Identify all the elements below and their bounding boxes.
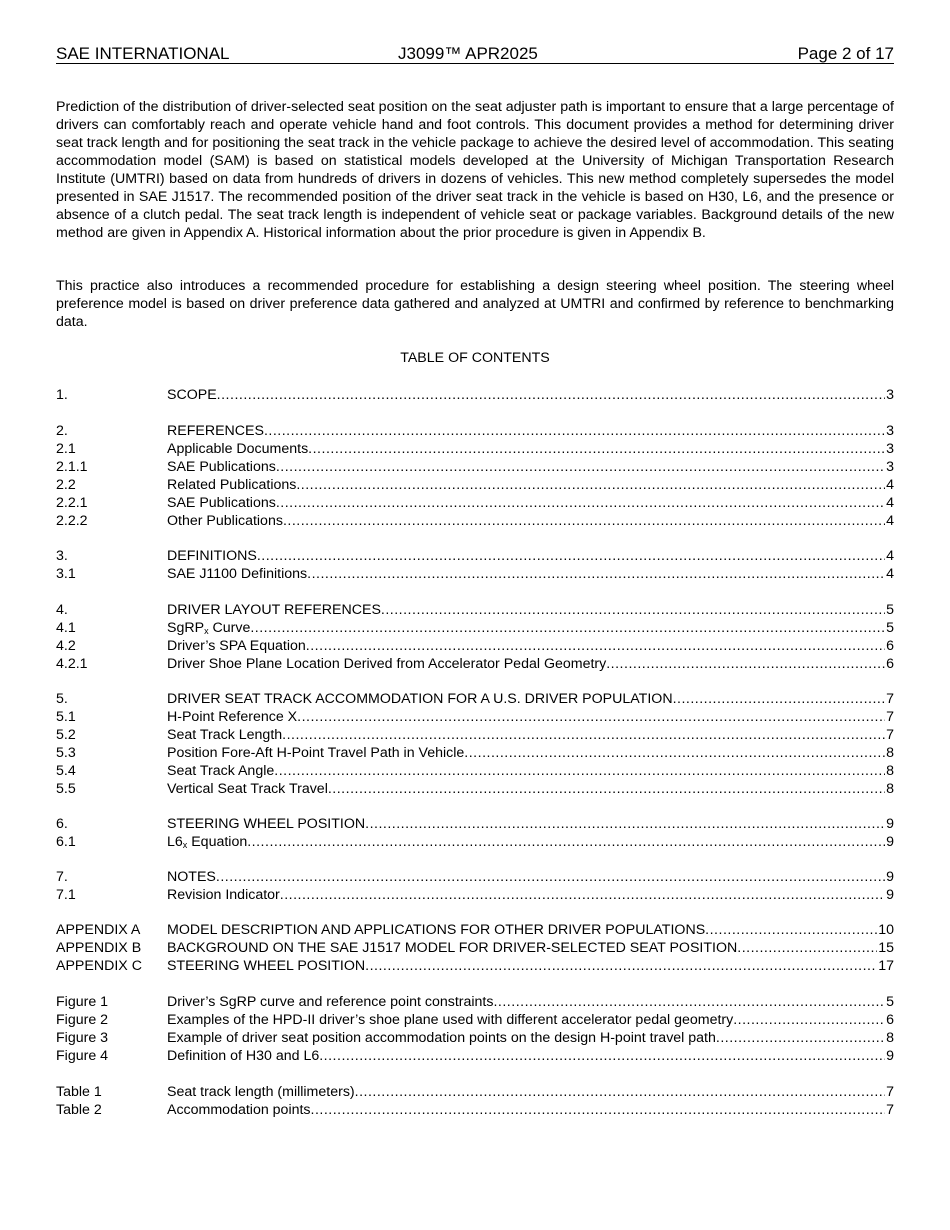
- toc-entry-page: 9: [886, 869, 894, 885]
- toc-dot-leader: [247, 833, 885, 854]
- intro-paragraph-2: This practice also introduces a recommended procedure for establishing a design steering wheel position. The steering wheel preference model is based on driver preference data gathered and analyzed at UMTRI and confirmed by reference to benchmarking data.: [56, 278, 894, 330]
- toc-entry-title: MODEL DESCRIPTION AND APPLICATIONS FOR OTHER DRIVER POPULATIONS: [167, 922, 706, 938]
- toc-entry-page: 6: [886, 1012, 894, 1028]
- toc-entry-number: 5.2: [56, 727, 76, 743]
- toc-entry-page: 7: [886, 709, 894, 725]
- toc-entry-title: SgRP$_x$ Curve: [167, 620, 251, 636]
- toc-entry-page: 8: [886, 781, 894, 797]
- toc-entry-title: SAE J1100 Definitions: [167, 566, 308, 582]
- toc-dot-leader: [733, 1011, 885, 1029]
- toc-entry[interactable]: [56, 833, 894, 851]
- toc-entry[interactable]: [56, 957, 894, 975]
- toc-entry[interactable]: [56, 547, 894, 565]
- toc-entry-title: Seat Track Length: [167, 727, 283, 743]
- toc-entry-page: 6: [886, 656, 894, 672]
- toc-entry-page: 9: [886, 816, 894, 832]
- toc-entry-title: Driver’s SPA Equation: [167, 638, 306, 654]
- toc-entry[interactable]: [56, 762, 894, 780]
- toc-entry-number: Figure 1: [56, 994, 109, 1010]
- toc-entry-page: 5: [886, 620, 894, 636]
- toc-entry[interactable]: [56, 458, 894, 476]
- toc-entry-number: APPENDIX A: [56, 922, 141, 938]
- toc-dot-leader: [311, 1101, 886, 1119]
- toc-entry-title: Applicable Documents: [167, 441, 309, 457]
- toc-entry-title: Position Fore-Aft H-Point Travel Path in Vehicle: [167, 745, 465, 761]
- toc-entry-page: 4: [886, 548, 894, 564]
- toc-entry-page: 6: [886, 638, 894, 654]
- toc-entry-title: Driver’s SgRP curve and reference point constraints: [167, 994, 494, 1010]
- toc-entry[interactable]: [56, 1011, 894, 1029]
- toc-dot-leader: [328, 780, 885, 798]
- toc-entry-number: 2.: [56, 423, 68, 439]
- toc-entry[interactable]: [56, 494, 894, 512]
- toc-dot-leader: [308, 440, 885, 458]
- toc-entry-number: 2.1: [56, 441, 76, 457]
- toc-entry-number: 2.1.1: [56, 459, 88, 475]
- toc-entry-number: 3.: [56, 548, 68, 564]
- toc-entry-number: Table 1: [56, 1084, 102, 1100]
- toc-entry[interactable]: [56, 655, 894, 673]
- toc-entry[interactable]: [56, 780, 894, 798]
- intro-paragraph-1: Prediction of the distribution of driver-selected seat position on the seat adjuster path is important to ensure that a large percentage of drivers can comfortably reach and operate vehicle hand and foot controls. This document provides a method for determining driver seat track length and for positioning the seat track in the vehicle package to achieve the desired level of accommodation. This seating accommodation model (SAM) is based on statistical models developed at the University of Michigan Transportation Research Institute (UMTRI) based on data from hundreds of drivers in dozens of vehicles. This new method completely supersedes the model presented in SAE J1517. The recommended position of the driver seat track in the vehicle is based on H30, L6, and the presence or absence of a clutch pedal. The seat track length is independent of vehicle seat or package variables. Background details of the new method are given in Appendix A. Historical information about the prior procedure is given in Appendix B.: [56, 99, 894, 241]
- toc-entry-page: 4: [886, 495, 894, 511]
- toc-entry-number: 6.1: [56, 834, 76, 850]
- toc-dot-leader: [716, 1029, 885, 1047]
- toc-entry[interactable]: [56, 476, 894, 494]
- toc-entry-title: H-Point Reference X: [167, 709, 298, 725]
- toc-entry-number: APPENDIX C: [56, 958, 142, 974]
- toc-entry-number: APPENDIX B: [56, 940, 142, 956]
- toc-dot-leader: [381, 601, 885, 619]
- toc-dot-leader: [216, 868, 885, 886]
- toc-dot-leader: [217, 386, 885, 404]
- toc-entry[interactable]: [56, 690, 894, 708]
- toc-dot-leader: [705, 921, 877, 939]
- toc-entry-number: Figure 4: [56, 1048, 109, 1064]
- toc-dot-leader: [493, 993, 885, 1011]
- toc-dot-leader: [306, 637, 885, 655]
- toc-entry-page: 3: [886, 459, 894, 475]
- toc-entry[interactable]: [56, 601, 894, 619]
- toc-entry[interactable]: [56, 939, 894, 957]
- toc-entry[interactable]: [56, 1029, 894, 1047]
- toc-dot-leader: [673, 690, 886, 708]
- toc-entry[interactable]: [56, 637, 894, 655]
- page-header: [56, 44, 894, 64]
- toc-entry-title: STEERING WHEEL POSITION: [167, 958, 366, 974]
- toc-entry[interactable]: [56, 565, 894, 583]
- toc-entry-number: 4.2.1: [56, 656, 88, 672]
- toc-dot-leader: [297, 708, 885, 726]
- toc-entry-title: Revision Indicator: [167, 887, 280, 903]
- toc-dot-leader: [737, 939, 877, 957]
- toc-entry-number: 2.2.1: [56, 495, 88, 511]
- toc-entry-number: Figure 3: [56, 1030, 109, 1046]
- toc-dot-leader: [282, 726, 885, 744]
- toc-entry-page: 17: [878, 958, 894, 974]
- toc-entry-title: $L6_x$ Equation: [167, 834, 248, 850]
- toc-entry-page: 8: [886, 763, 894, 779]
- toc-entry-number: 5.4: [56, 763, 76, 779]
- toc-entry-page: 4: [886, 477, 894, 493]
- header-organization: SAE INTERNATIONAL: [56, 44, 230, 63]
- toc-entry-title: Other Publications: [167, 513, 283, 529]
- toc-entry-title: Seat Track Angle: [167, 763, 275, 779]
- toc-entry[interactable]: [56, 440, 894, 458]
- toc-entry-title: Accommodation points: [167, 1102, 311, 1118]
- toc-dot-leader: [276, 494, 885, 512]
- toc-dot-leader: [606, 655, 885, 673]
- toc-entry-page: 4: [886, 513, 894, 529]
- toc-entry[interactable]: [56, 1083, 894, 1101]
- toc-entry[interactable]: [56, 512, 894, 530]
- toc-entry-title: Vertical Seat Track Travel: [167, 781, 328, 797]
- toc-entry-number: 5.1: [56, 709, 76, 725]
- toc-dot-leader: [365, 815, 885, 833]
- toc-dot-leader: [355, 1083, 885, 1101]
- toc-entry-number: 4.2: [56, 638, 76, 654]
- toc-entry-title: Definition of H30 and L6: [167, 1048, 320, 1064]
- toc-entry-page: 10: [878, 922, 894, 938]
- toc-entry-title: DEFINITIONS: [167, 548, 257, 564]
- toc-entry-number: Table 2: [56, 1102, 102, 1118]
- toc-entry-page: 7: [886, 1084, 894, 1100]
- toc-dot-leader: [283, 512, 885, 530]
- toc-entry-title: SAE Publications: [167, 459, 276, 475]
- toc-entry-page: 7: [886, 691, 894, 707]
- toc-entry-title: BACKGROUND ON THE SAE J1517 MODEL FOR DRIVER-SELECTED SEAT POSITION: [167, 940, 738, 956]
- toc-dot-leader: [319, 1047, 885, 1065]
- toc-entry[interactable]: [56, 619, 894, 637]
- toc-entry-page: 9: [886, 1048, 894, 1064]
- toc-entry-number: 2.2.2: [56, 513, 88, 529]
- toc-entry[interactable]: [56, 422, 894, 440]
- toc-entry-number: 5.: [56, 691, 68, 707]
- toc-entry[interactable]: [56, 708, 894, 726]
- toc-entry-page: 7: [886, 727, 894, 743]
- toc-entry-page: 5: [886, 994, 894, 1010]
- toc-entry[interactable]: [56, 726, 894, 744]
- toc-entry-page: 3: [886, 387, 894, 403]
- toc-entry-page: 15: [878, 940, 894, 956]
- toc-entry-title: DRIVER SEAT TRACK ACCOMMODATION FOR A U.S. DRIVER POPULATION: [167, 691, 673, 707]
- toc-entry-title: Example of driver seat position accommodation points on the design H-point travel path: [167, 1030, 716, 1046]
- toc-entry-number: 6.: [56, 816, 68, 832]
- header-document-id: J3099™ APR2025: [398, 44, 538, 63]
- toc-entry-number: Figure 2: [56, 1012, 109, 1028]
- toc-entry-number: 5.5: [56, 781, 76, 797]
- toc-entry-title: Related Publications: [167, 477, 297, 493]
- toc-entry-page: 4: [886, 566, 894, 582]
- toc-entry[interactable]: [56, 1101, 894, 1119]
- toc-entry[interactable]: [56, 815, 894, 833]
- toc-entry-title: Driver Shoe Plane Location Derived from Accelerator Pedal Geometry: [167, 656, 607, 672]
- toc-entry[interactable]: [56, 868, 894, 886]
- toc-entry-page: 8: [886, 1030, 894, 1046]
- toc-entry-number: 7.: [56, 869, 68, 885]
- toc-entry-page: 3: [886, 441, 894, 457]
- toc-entry-page: 8: [886, 745, 894, 761]
- toc-entry[interactable]: [56, 921, 894, 939]
- toc-dot-leader: [274, 762, 885, 780]
- toc-entry-page: 5: [886, 602, 894, 618]
- toc-dot-leader: [307, 565, 885, 583]
- toc-entry-title: REFERENCES: [167, 423, 264, 439]
- toc-entry-number: 2.2: [56, 477, 76, 493]
- toc-entry-title: NOTES: [167, 869, 216, 885]
- toc-entry-title: Examples of the HPD-II driver’s shoe plane used with different accelerator pedal geometry: [167, 1012, 734, 1028]
- toc-dot-leader: [464, 744, 885, 762]
- toc-entry-page: 7: [886, 1102, 894, 1118]
- toc-dot-leader: [276, 458, 885, 476]
- toc-entry-page: 3: [886, 423, 894, 439]
- toc-entry-title: DRIVER LAYOUT REFERENCES: [167, 602, 381, 618]
- header-page-number: Page 2 of 17: [797, 44, 894, 63]
- toc-entry[interactable]: [56, 886, 894, 904]
- toc-entry[interactable]: [56, 993, 894, 1011]
- toc-entry-title: SAE Publications: [167, 495, 276, 511]
- toc-entry-page: 9: [886, 834, 894, 850]
- toc-entry-title: STEERING WHEEL POSITION: [167, 816, 366, 832]
- toc-heading: TABLE OF CONTENTS: [400, 350, 550, 366]
- toc-entry-number: 4.: [56, 602, 68, 618]
- toc-entry-number: 4.1: [56, 620, 76, 636]
- toc-dot-leader: [296, 476, 885, 494]
- toc-entry-number: 3.1: [56, 566, 76, 582]
- toc-dot-leader: [257, 547, 885, 565]
- toc-entry-number: 7.1: [56, 887, 76, 903]
- toc-dot-leader: [365, 957, 877, 975]
- toc-entry-title: SCOPE: [167, 387, 217, 403]
- toc-entry-title: Seat track length (millimeters): [167, 1084, 355, 1100]
- toc-entry[interactable]: [56, 1047, 894, 1065]
- toc-entry[interactable]: [56, 386, 894, 404]
- toc-entry-number: 1.: [56, 387, 68, 403]
- toc-dot-leader: [280, 886, 885, 904]
- toc-entry-page: 9: [886, 887, 894, 903]
- toc-entry-number: 5.3: [56, 745, 76, 761]
- toc-dot-leader: [264, 422, 885, 440]
- toc-entry[interactable]: [56, 744, 894, 762]
